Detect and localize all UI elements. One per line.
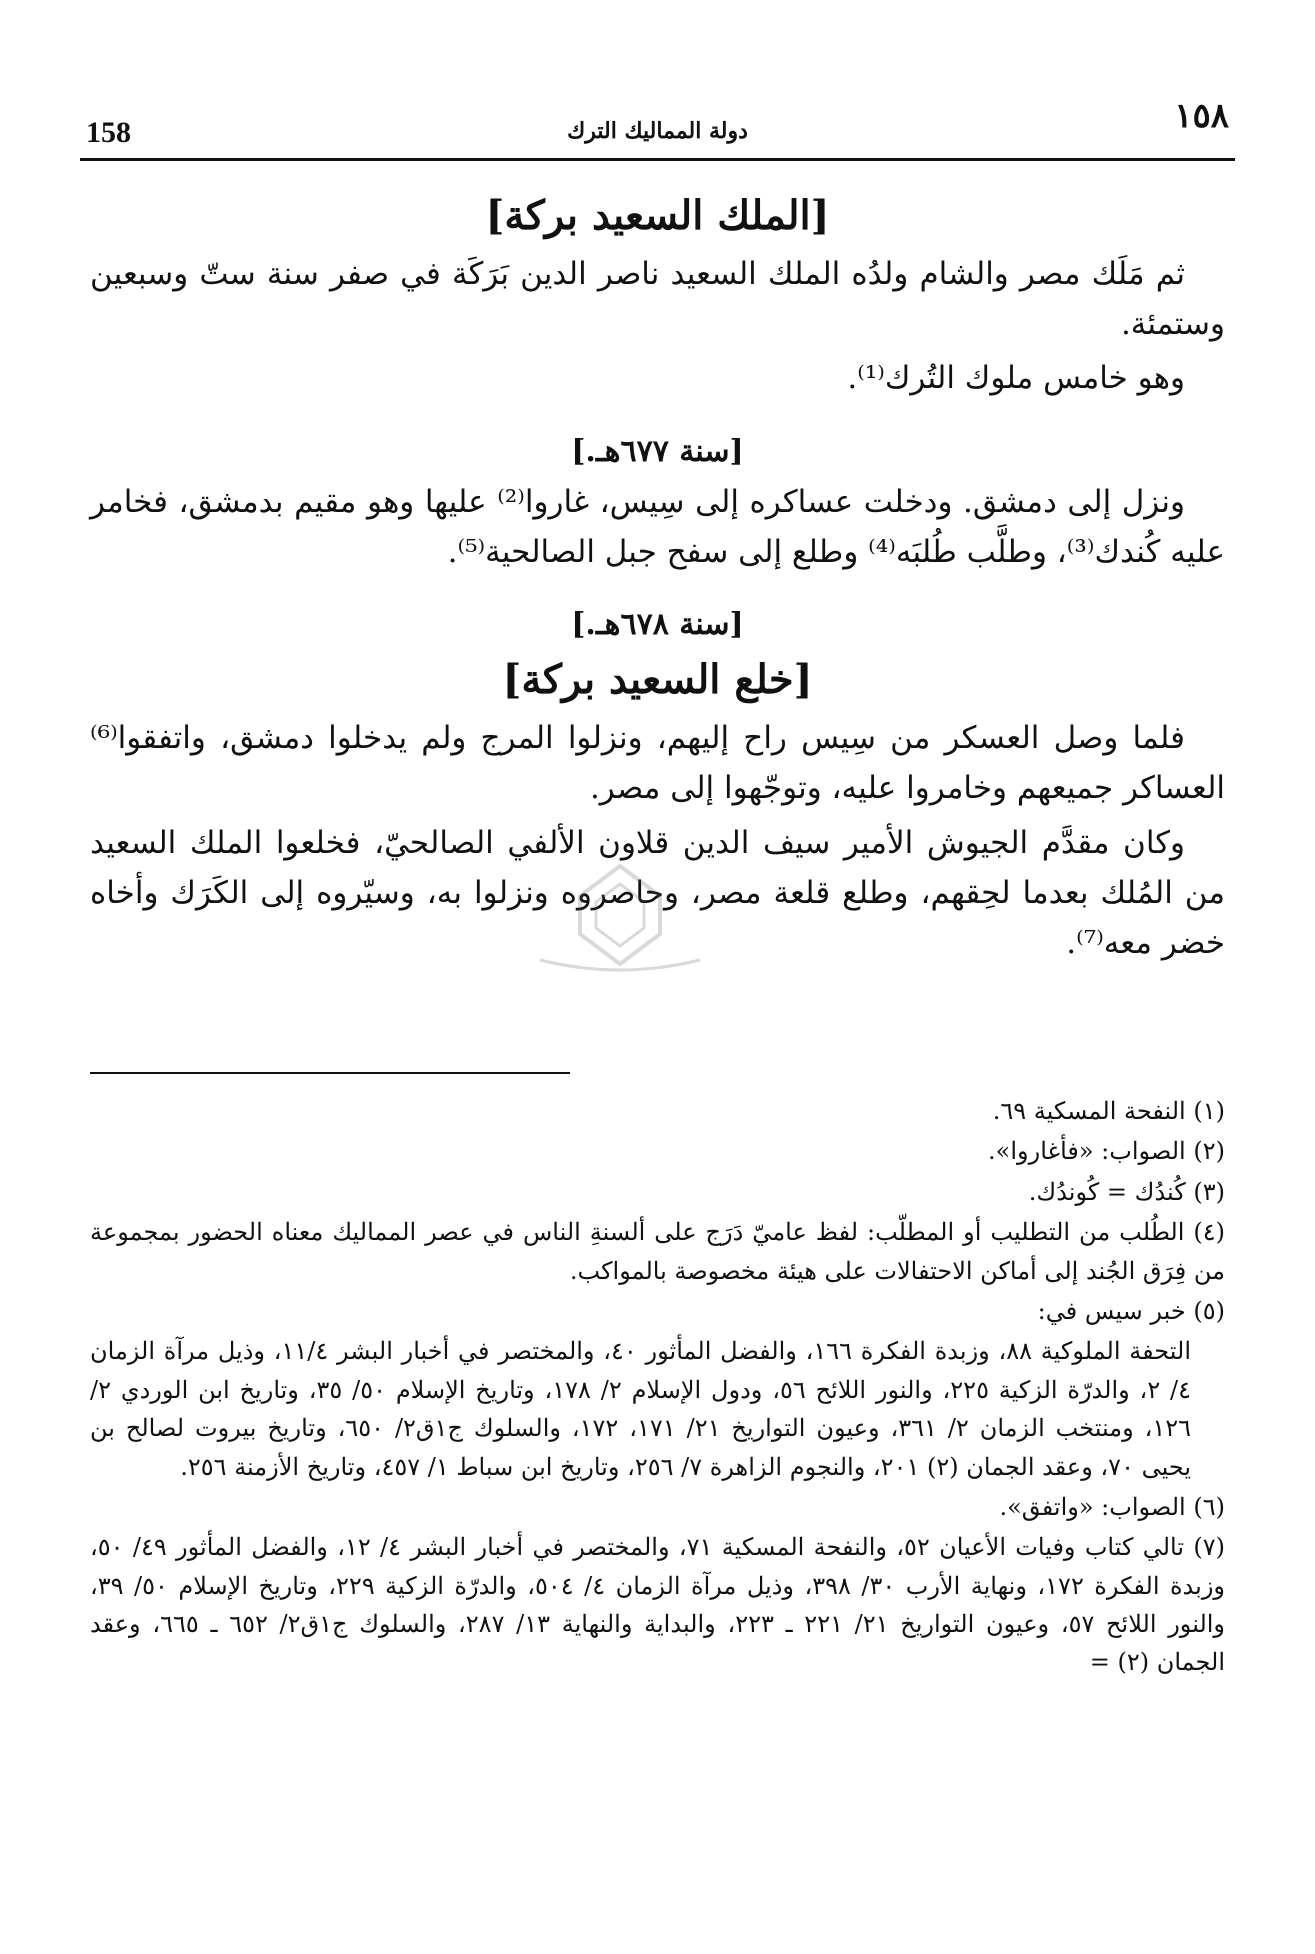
paragraph: ثم مَلَك مصر والشام ولدُه الملك السعيد ناصر الدين بَرَكَة في صفر سنة ستّ وسبعين وستمئة. [90, 256, 1225, 343]
footnote-1: (١) النفحة المسكية ٦٩. [992, 1097, 1225, 1125]
page-header [80, 88, 1235, 161]
page-number-latin: 158 [86, 116, 131, 149]
footnote-3: (٣) كُندُك = كُوندُك. [1028, 1177, 1225, 1206]
footnote-7: (٧) تالي كتاب وفيات الأعيان ٥٢، والنفحة المسكية ٧١، والمختصر في أخبار البشر ٤/ ١٢، والفضل المأثور ٤٩/ ٥٠، وزبدة الفكرة ١٧٢، ونهاية الأرب ٣٠/ ٣٩٨، وذيل مرآة الزمان ٤/ ٥٠٤، والدرّة الزكية ٢٢٩، وتاريخ الإسلام ٥٠/ ٣٩، والنور اللائح ٥٧، وعيون التواريخ ٢١/ ٢٢١ ـ ٢٢٣، والبداية والنهاية ١٣/ ٢٨٧، والسلوك ج١ق٢/ ٦٥٢ ـ ٦٦٥، وعقد الجمان (٢) = [90, 1533, 1226, 1677]
heading-year-678: [سنة ٦٧٨هـ.] [571, 607, 744, 643]
footnotes [90, 1092, 1225, 1684]
footnote-2: (٢) الصواب: «فأغاروا». [988, 1137, 1225, 1166]
main-text [90, 178, 1225, 972]
footnote-5-sources: التحفة الملوكية ٨٨، وزبدة الفكرة ١٦٦، والفضل المأثور ٤٠، والمختصر في أخبار البشر ١١/٤، وذيل مرآة الزمان ٤/ ٢، والدرّة الزكية ٢٢٥، والنور اللائح ٥٦، ودول الإسلام ٢/ ١٧٨، وتاريخ الإسلام ٥٠/ ٣٥، وتاريخ ابن الوردي ٢/ ١٢٦، ومنتخب الزمان ٢/ ٣٦١، وعيون التواريخ ٢١/ ١٧١، ١٧٢، والسلوك ج١ق٢/ ٦٥٠، وتاريخ بيروت لصالح بن يحيى ٧٠، وعقد الجمان (٢) ٢٠١، والنجوم الزاهرة ٧/ ٢٥٦، وتاريخ ابن سباط ١/ ٤٥٧، وتاريخ الأزمنة ٢٥٦. [90, 1337, 1192, 1481]
footnote-5: (٥) خبر سيس في: [1037, 1296, 1225, 1325]
footnote-4: (٤) الطُلب من التطليب أو المطلّب: لفظ عاميّ دَرَج على ألسنةِ الناس في عصر المماليك معناه الحضور بمجموعة من فِرَق الجُند إلى أماكن الاحتفالات على هيئة مخصوصة بالمواكب. [90, 1218, 1225, 1285]
paragraph: ونزل إلى دمشق. ودخلت عساكره إلى سِيس، غاروا⁽²⁾ عليها وهو مقيم بدمشق، فخامر عليه كُندك⁽³⁾، وطلَّب طُلبَه⁽⁴⁾ وطلع إلى سفح جبل الصالحية⁽⁵⁾. [90, 483, 1225, 570]
page-number-arabic: ١٥٨ [1174, 96, 1229, 136]
paragraph: وكان مقدَّم الجيوش الأمير سيف الدين قلاون الألفي الصالحيّ، فخلعوا الملك السعيد من المُلك بعدما لحِقهم، وطلع قلعة مصر، وحاصروه ونزلوا به، وسيّروه إلى الكَرَك وأخاه خضر معه⁽⁷⁾. [90, 824, 1225, 961]
footnote-6: (٦) الصواب: «واتفق». [999, 1492, 1225, 1521]
library-watermark [520, 860, 720, 980]
paragraph: وهو خامس ملوك التُرك⁽¹⁾. [847, 360, 1185, 397]
heading-year-677: [سنة ٦٧٧هـ.] [571, 433, 744, 469]
heading-al-malik-al-said: [الملك السعيد بركة] [485, 192, 830, 239]
running-title: دولة المماليك الترك [567, 118, 748, 144]
heading-deposition: [خلع السعيد بركة] [502, 656, 813, 704]
footnote-separator [90, 1072, 570, 1074]
paragraph: فلما وصل العسكر من سِيس راح إليهم، ونزلوا المرج ولم يدخلوا دمشق، واتفقوا⁽⁶⁾ العساكر جميعهم وخامروا عليه، وتوجّهوا إلى مصر. [90, 720, 1225, 807]
